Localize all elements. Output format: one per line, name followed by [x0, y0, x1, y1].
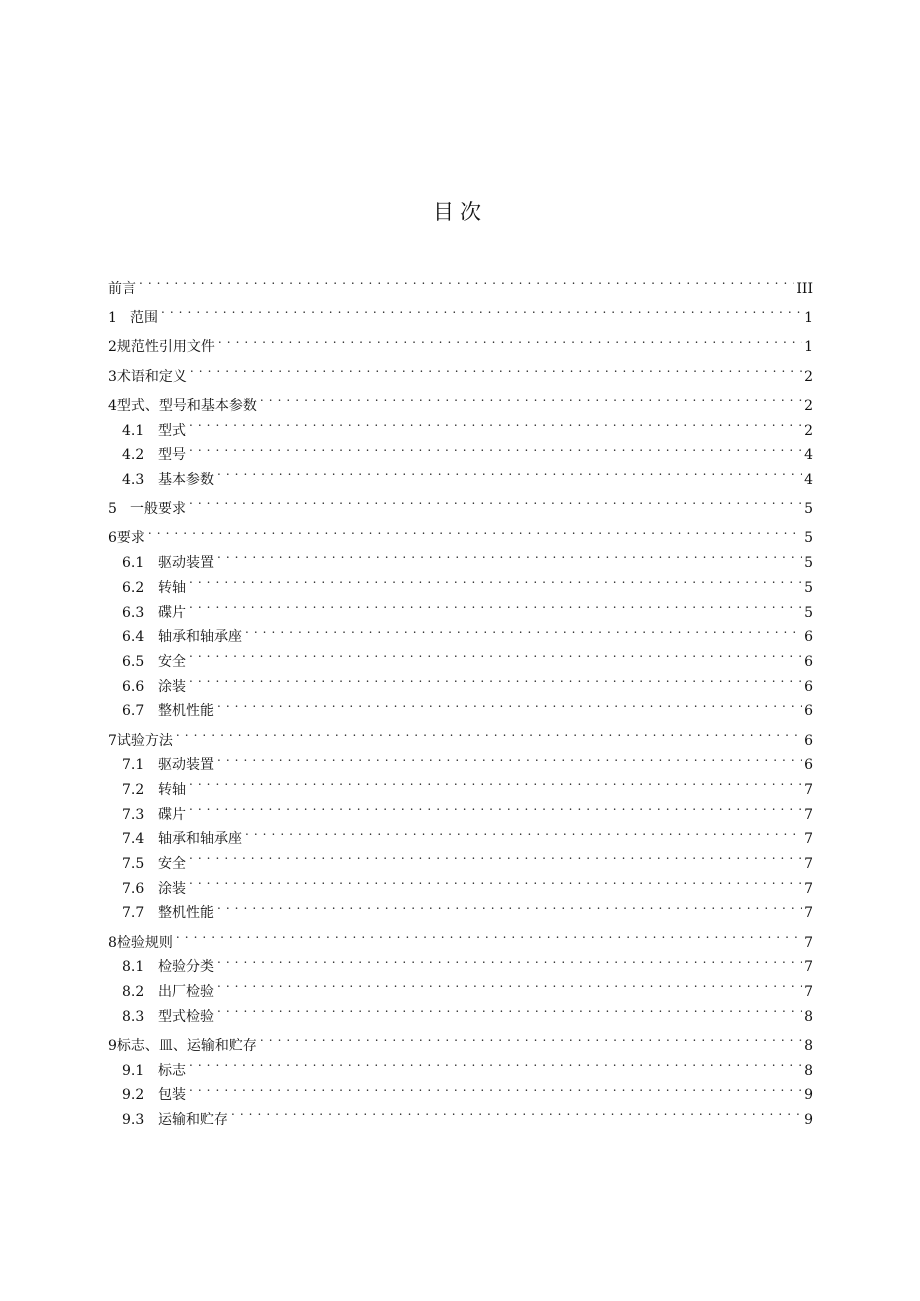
- toc-section-number: 6.2: [122, 579, 145, 596]
- toc-section-number: 6.7: [122, 703, 145, 720]
- toc-dot-leader: [217, 459, 802, 484]
- toc-dot-leader: [189, 435, 802, 460]
- toc-section-number: 9.1: [122, 1062, 145, 1079]
- page-title: 目次: [433, 200, 487, 224]
- toc-dot-leader: [176, 922, 802, 947]
- toc-section-number: 7.3: [122, 806, 145, 823]
- toc-section-number: 6: [108, 530, 117, 547]
- toc-entry[interactable]: [108, 769, 813, 798]
- toc-entry[interactable]: [108, 819, 813, 848]
- toc-entry[interactable]: [108, 843, 813, 872]
- toc-section-title: 标志: [158, 1062, 186, 1079]
- toc-section-title: 运输和贮存: [158, 1112, 228, 1129]
- toc-page-number: 7: [804, 959, 813, 976]
- toc-dot-leader: [189, 488, 802, 513]
- toc-section-title: 基本参数: [158, 471, 214, 488]
- toc-section-title: 整机性能: [158, 703, 214, 720]
- toc-dot-leader: [189, 769, 802, 794]
- toc-section-number: 6.4: [122, 629, 145, 646]
- toc-entry[interactable]: [108, 518, 813, 547]
- toc-page-number: 5: [804, 555, 813, 572]
- toc-page-number: 7: [804, 831, 813, 848]
- toc-page-number: 7: [804, 934, 813, 951]
- toc-page-number: 1: [804, 339, 813, 356]
- toc-section-title: 涂装: [158, 678, 186, 695]
- toc-entry[interactable]: [108, 947, 813, 976]
- toc-page-number: 5: [804, 579, 813, 596]
- toc-section-title: 包装: [158, 1087, 186, 1104]
- toc-section-number: 8.1: [122, 959, 145, 976]
- table-of-contents: [108, 268, 813, 1129]
- toc-dot-leader: [189, 567, 802, 592]
- toc-page-number: 7: [804, 781, 813, 798]
- toc-section-number: 9.3: [122, 1112, 145, 1129]
- toc-section-title: 型式检验: [158, 1008, 214, 1025]
- toc-dot-leader: [190, 356, 802, 381]
- toc-dot-leader: [217, 996, 802, 1021]
- toc-page-number: 7: [804, 855, 813, 872]
- toc-section-number: 8.3: [122, 1008, 145, 1025]
- toc-dot-leader: [245, 819, 802, 844]
- toc-entry[interactable]: [108, 488, 813, 518]
- toc-entry[interactable]: [108, 666, 813, 695]
- toc-section-number: 7.7: [122, 905, 145, 922]
- toc-dot-leader: [189, 410, 802, 435]
- toc-section-title: 范围: [130, 309, 158, 326]
- toc-entry[interactable]: [108, 893, 813, 922]
- toc-section-number: 5: [108, 501, 117, 518]
- toc-dot-leader: [217, 691, 802, 716]
- toc-dot-leader: [260, 1025, 802, 1050]
- toc-page-number: 7: [804, 806, 813, 823]
- toc-section-title: 型号: [158, 447, 186, 464]
- toc-entry[interactable]: [108, 435, 813, 464]
- toc-dot-leader: [218, 327, 802, 352]
- toc-entry[interactable]: [108, 1099, 813, 1129]
- toc-section-title: 转轴: [158, 781, 186, 798]
- toc-section-number: 8.2: [122, 984, 145, 1000]
- toc-section-title: 转轴: [158, 579, 186, 596]
- toc-section-number: 8: [108, 934, 117, 951]
- toc-page-number: 9: [804, 1112, 813, 1129]
- toc-section-title: 驱动装置: [158, 757, 214, 774]
- toc-section-number: 6.1: [122, 555, 145, 572]
- toc-dot-leader: [161, 297, 802, 322]
- toc-entry[interactable]: [108, 922, 813, 951]
- toc-dot-leader: [217, 542, 802, 567]
- toc-section-number: 6.3: [122, 604, 145, 621]
- toc-dot-leader: [189, 843, 802, 868]
- toc-entry[interactable]: [108, 641, 813, 670]
- toc-page-number: 6: [804, 732, 813, 749]
- toc-dot-leader: [260, 385, 802, 410]
- toc-section-title: 涂装: [158, 880, 186, 897]
- toc-page-number: 5: [804, 530, 813, 547]
- toc-page-number: 5: [804, 604, 813, 621]
- toc-section-title: 术语和定义: [116, 368, 187, 385]
- toc-page-number: 8: [804, 1037, 813, 1054]
- toc-dot-leader: [189, 666, 802, 691]
- toc-section-title: 型式: [158, 422, 186, 439]
- toc-section-title: 前言: [108, 280, 136, 297]
- toc-dot-leader: [217, 971, 802, 996]
- toc-page-number: 6: [804, 757, 813, 774]
- toc-dot-leader: [189, 868, 802, 893]
- toc-dot-leader: [139, 268, 794, 293]
- toc-dot-leader: [217, 947, 802, 972]
- toc-section-number: 4.3: [122, 471, 145, 488]
- toc-entry[interactable]: [108, 1050, 813, 1079]
- toc-section-number: 1: [108, 309, 117, 326]
- toc-entry[interactable]: [108, 720, 813, 749]
- toc-section-title: 检验分类: [158, 959, 214, 976]
- toc-page-number: 8: [804, 1062, 813, 1079]
- toc-dot-leader: [245, 617, 802, 642]
- toc-section-number: 7.5: [122, 855, 145, 872]
- toc-entry[interactable]: [108, 794, 813, 823]
- toc-section-title: 驱动装置: [158, 555, 214, 572]
- toc-section-title: 一般要求: [130, 501, 186, 518]
- toc-section-number: 7.1: [122, 757, 145, 774]
- toc-page-number: 9: [804, 1087, 813, 1104]
- toc-entry[interactable]: [108, 868, 813, 897]
- toc-section-number: 6.5: [122, 653, 145, 670]
- toc-section-title: 轴承和轴承座: [158, 831, 242, 848]
- toc-section-number: 4.1: [122, 422, 145, 439]
- toc-entry[interactable]: [108, 617, 813, 646]
- toc-page-number: 6: [804, 678, 813, 695]
- toc-dot-leader: [189, 1075, 802, 1100]
- toc-page-number: III: [796, 280, 813, 297]
- toc-section-number: 6.6: [122, 678, 145, 695]
- toc-page-number: 6: [804, 703, 813, 720]
- toc-section-title: 碟片: [158, 604, 186, 621]
- toc-dot-leader: [189, 641, 802, 666]
- toc-section-number: 4: [108, 397, 117, 414]
- toc-page-number: 6: [804, 629, 813, 646]
- toc-page-number: 1: [804, 309, 813, 326]
- toc-entry[interactable]: [108, 385, 813, 414]
- toc-section-title: 型式、型号和基本参数: [116, 397, 257, 414]
- toc-section-title: 出厂检验: [158, 984, 214, 1000]
- toc-page-number: 7: [804, 905, 813, 922]
- toc-section-title: 要求: [116, 530, 145, 547]
- toc-entry[interactable]: [108, 297, 813, 326]
- toc-section-title: 试验方法: [116, 732, 173, 749]
- toc-dot-leader: [189, 794, 802, 819]
- toc-entry[interactable]: [108, 745, 813, 774]
- toc-page-number: 8: [804, 1008, 813, 1025]
- toc-section-title: 碟片: [158, 806, 186, 823]
- toc-entry[interactable]: [108, 691, 813, 720]
- toc-entry[interactable]: [108, 268, 813, 297]
- toc-section-title: 安全: [158, 653, 186, 670]
- toc-section-title: 安全: [158, 855, 186, 872]
- toc-page-number: 4: [804, 471, 813, 488]
- toc-section-number: 3: [108, 368, 117, 385]
- toc-page-number: 2: [804, 368, 813, 385]
- toc-entry[interactable]: [108, 592, 813, 621]
- toc-entry[interactable]: [108, 356, 813, 385]
- toc-page-number: 2: [804, 397, 813, 414]
- toc-dot-leader: [189, 1050, 802, 1075]
- toc-dot-leader: [189, 592, 802, 617]
- toc-page-number: 7: [804, 984, 813, 1000]
- toc-page-number: 6: [804, 653, 813, 670]
- toc-section-number: 9.2: [122, 1087, 145, 1104]
- toc-section-number: 9: [108, 1037, 117, 1054]
- toc-entry[interactable]: [108, 459, 813, 488]
- toc-section-title: 检验规则: [116, 934, 173, 951]
- toc-section-title: 轴承和轴承座: [158, 629, 242, 646]
- toc-dot-leader: [217, 745, 802, 770]
- toc-page-number: 5: [804, 501, 813, 518]
- toc-section-number: 7.2: [122, 781, 145, 798]
- toc-section-title: 规范性引用文件: [116, 339, 215, 356]
- toc-section-number: 7.4: [122, 831, 145, 848]
- toc-section-title: 整机性能: [158, 905, 214, 922]
- toc-page-number: 2: [804, 422, 813, 439]
- toc-entry[interactable]: [108, 567, 813, 596]
- toc-dot-leader: [176, 720, 802, 745]
- toc-dot-leader: [217, 893, 802, 918]
- toc-entry[interactable]: [108, 410, 813, 439]
- toc-section-title: 标志、皿、运输和贮存: [116, 1037, 257, 1054]
- toc-section-number: 7: [108, 732, 117, 749]
- toc-entry[interactable]: [108, 327, 813, 356]
- toc-dot-leader: [148, 518, 802, 543]
- toc-section-number: 7.6: [122, 880, 145, 897]
- toc-page-number: 4: [804, 447, 813, 464]
- toc-entry[interactable]: [108, 1075, 813, 1104]
- toc-section-number: 2: [108, 339, 117, 356]
- toc-dot-leader: [231, 1099, 802, 1124]
- toc-section-number: 4.2: [122, 447, 145, 464]
- toc-page-number: 7: [804, 880, 813, 897]
- toc-entry[interactable]: [108, 542, 813, 572]
